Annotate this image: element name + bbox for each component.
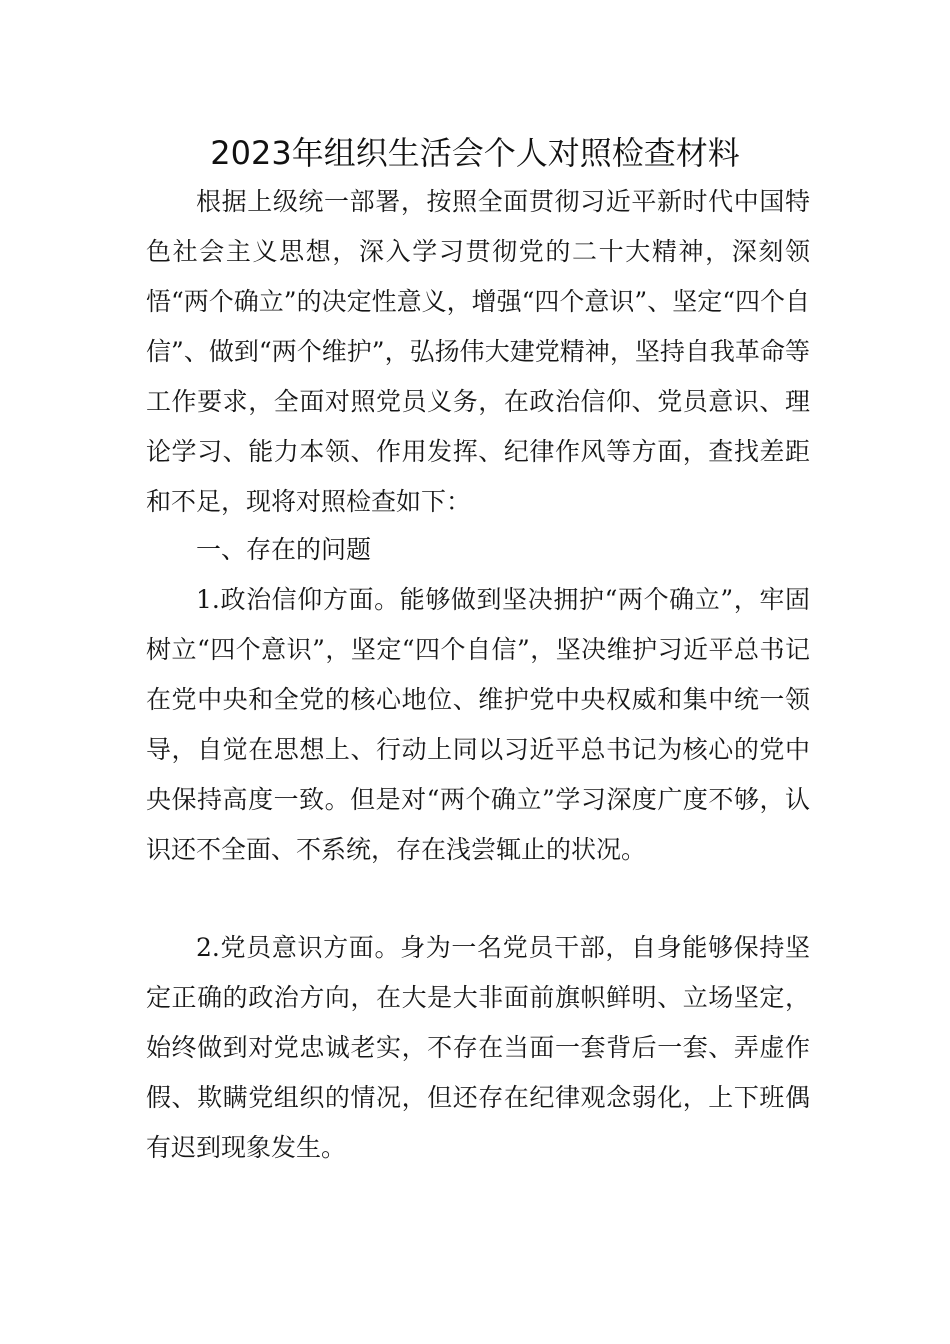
item-party-awareness: 2.党员意识方面。身为一名党员干部，自身能够保持坚定正确的政治方向，在大是大非面前旗帜鲜明、立场坚定，始终做到对党忠诚老实，不存在当面一套背后一套、弄虚作假、欺瞒党组织的情况，但还存在纪律观念弱化，上下班偶有迟到现象发生。 <box>146 933 810 1162</box>
section-heading-problems: 一、存在的问题 <box>196 535 372 564</box>
intro-paragraph: 根据上级统一部署，按照全面贯彻习近平新时代中国特色社会主义思想，深入学习贯彻党的二十大精神，深刻领悟“两个确立”的决定性意义，增强“四个意识”、坚定“四个自信”、做到“两个维护”，弘扬伟大建党精神，坚持自我革命等工作要求，全面对照党员义务，在政治信仰、党员意识、理论学习、能力本领、作用发挥、纪律作风等方面，查找差距和不足，现将对照检查如下： <box>146 187 810 516</box>
item-political-belief: 1.政治信仰方面。能够做到坚决拥护“两个确立”，牢固树立“四个意识”，坚定“四个自信”，坚决维护习近平总书记在党中央和全党的核心地位、维护党中央权威和集中统一领导，自觉在思想上、行动上同以习近平总书记为核心的党中央保持高度一致。但是对“两个确立”学习深度广度不够，认识还不全面、不系统，存在浅尝辄止的状况。 <box>146 585 810 864</box>
document-title: 2023年组织生活会个人对照检查材料 <box>210 134 740 172</box>
